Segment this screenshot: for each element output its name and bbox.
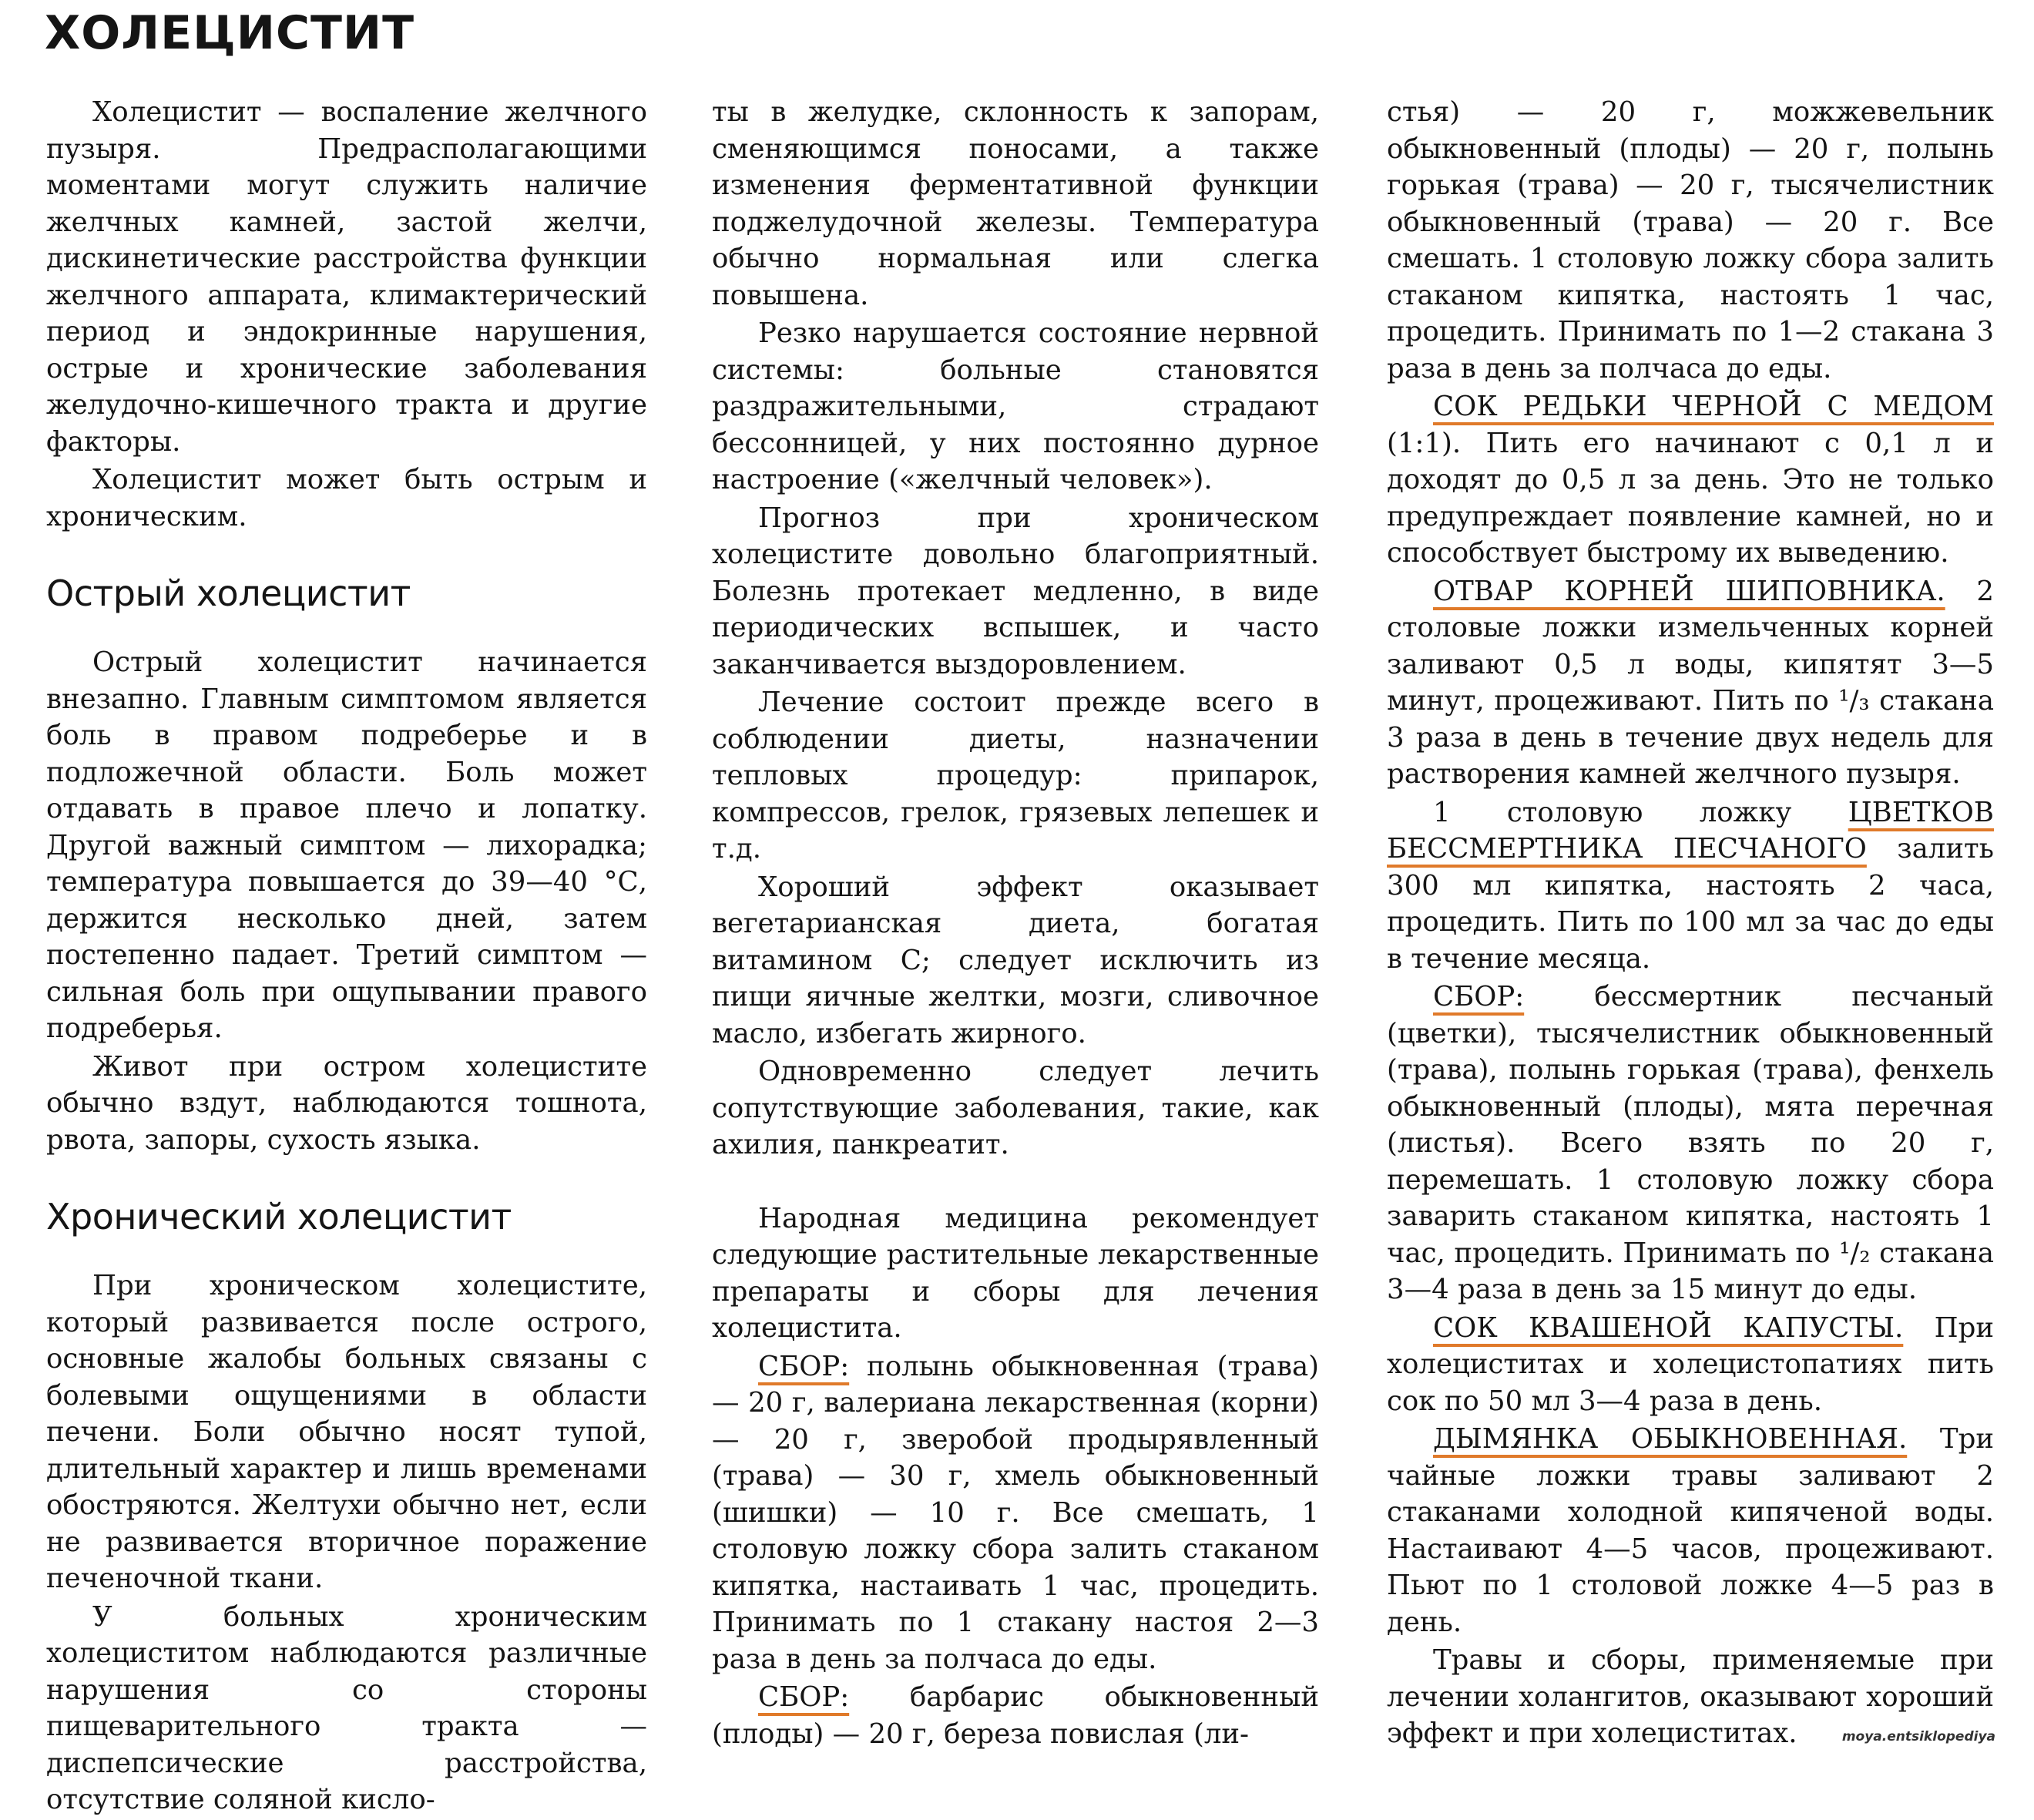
recipe-sbor-2-cont: стья) — 20 г, можжевельник обыкновенный (плоды) — 20 г, полынь горькая (трава) — 20 г, тысячелистник обыкновенный (трава) — 20 г. Все смешать. 1 столовую ложку сбора залить стаканом кипятка, настоять 1 час, процедить. Принимать по 1—2 стакана 3 раза в день за полчаса до еды.	[1387, 96, 1994, 384]
watermark: moya.entsiklopediya	[1841, 1729, 1995, 1744]
recipe-cabbage-label: СОК КВАШЕНОЙ КАПУСТЫ.	[1433, 1311, 1904, 1344]
paragraph-treatment: Лечение состоит прежде всего в соблюдении диеты, назначении тепловых процедур: припарок, компрессов, грелок, грязевых лепешек и т.д.	[712, 687, 1319, 865]
recipe-sbor-3-label: СБОР:	[1433, 981, 1525, 1012]
recipe-sbor-1	[712, 1348, 1319, 1678]
paragraph-forms: Холецистит может быть острым и хроническим.	[46, 464, 647, 532]
recipe-sbor-1-text: полынь обыкновенная (трава) — 20 г, валериана лекарственная (корни) — 20 г, зверобой продырявленный (трава) — 30 г, хмель обыкновенный (шишки) — 10 г. Все смешать, 1 столовую ложку сбора залить стаканом кипятка, настаивать 1 час, процедить. Принимать по 1 стакану настоя 2—3 раза в день за полчаса до еды.	[712, 1350, 1319, 1675]
recipe-fumitory	[1387, 1421, 1994, 1640]
recipe-cabbage	[1387, 1310, 1994, 1420]
recipe-rosehip	[1387, 573, 1994, 793]
recipe-rosehip-text: 2 столовые ложки измельченных корней заливают 0,5 л воды, кипятят 3—5 минут, процеживают. Пить по ¹/₃ стакана 3 раза в день в течение двух недель для растворения камней желчного пузыря.	[1387, 575, 1995, 790]
recipe-immortelle-pre: 1 столовую ложку	[1433, 796, 1848, 828]
recipe-radish-label: СОК РЕДЬКИ ЧЕРНОЙ С МЕДОМ	[1433, 391, 1994, 422]
paragraph-nervous: Резко нарушается состояние нервной системы: больные становятся раздражительными, страдают бессонницей, у них постоянно дурное настроение («желчный человек»).	[712, 317, 1319, 495]
paragraph-folk-medicine: Народная медицина рекомендует следующие растительные лекарственные препараты и сборы для лечения холецистита.	[712, 1202, 1319, 1344]
paragraph-prognosis: Прогноз при хроническом холецистите довольно благоприятный. Болезнь протекает медленно, в виде периодических вспышек, и часто заканчивается выздоровлением.	[712, 502, 1319, 680]
paragraph-cholangitis: Травы и сборы, применяемые при лечении холангитов, оказывают хороший эффект и при холециститах.	[1387, 1644, 1994, 1749]
paragraph-definition: Холецистит — воспаление желчного пузыря. Предрасполагающими моментами могут служить наличие желчных камней, застой желчи, дискинетические расстройства функции желчного аппарата, климактерический период и эндокринные нарушения, острые и хронические заболевания желудочно-кишечного тракта и другие факторы.	[46, 96, 647, 458]
heading-acute: Острый холецистит	[46, 573, 411, 614]
paragraph-acute-symptoms: Острый холецистит начинается внезапно. Главным симптомом является боль в правом подреберье и в подложечной области. Боль может отдавать в правое плечо и лопатку. Другой важный симптом — лихорадка; температура повышается до 39—40 °С, держится несколько дней, затем постепенно падает. Третий симптом — сильная боль при ощупывании правого подреберья.	[46, 646, 647, 1044]
column-3	[1387, 94, 1994, 1754]
paragraph-chronic-digestive: У больных хроническим холециститом наблюдаются различные нарушения со стороны пищеварительного тракта — диспепсические расстройства, отсутствие соляной кисло-	[46, 1600, 647, 1815]
recipe-radish-text: (1:1). Пить его начинают с 0,1 л и доходят до 0,5 л за день. Это не только предупреждает появление камней, но и способствует быстрому их выведению.	[1387, 427, 1994, 569]
recipe-sbor-3	[1387, 979, 1994, 1308]
recipe-sbor-2-text: барбарис обыкновенный (плоды) — 20 г, береза повислая (ли-	[712, 1681, 1319, 1750]
recipe-immortelle-label: ЦВЕТКОВ БЕССМЕРТНИКА ПЕСЧАНОГО	[1387, 796, 1994, 865]
column-2	[712, 94, 1319, 1754]
paragraph-diet: Хороший эффект оказывает вегетарианская диета, богатая витамином С; следует исключить из пищи яичные желтки, мозги, сливочное масло, избегать жирного.	[712, 871, 1319, 1049]
paragraph-digestive-cont: ты в желудке, склонность к запорам, сменяющимся поносами, а также изменения ферментативной функции поджелудочной железы. Температура обычно нормальная или слегка повышена.	[712, 96, 1319, 311]
recipe-radish	[1387, 388, 1994, 572]
paragraph-comorbid: Одновременно следует лечить сопутствующие заболевания, такие, как ахилия, панкреатит.	[712, 1056, 1319, 1160]
heading-chronic: Хронический холецистит	[46, 1196, 512, 1237]
recipe-sbor-2-label: СБОР:	[758, 1681, 850, 1713]
paragraph-acute-abdomen: Живот при остром холецистите обычно вздут, наблюдаются тошнота, рвота, запоры, сухость языка.	[46, 1050, 647, 1156]
recipe-immortelle-text: залить 300 мл кипятка, настоять 2 часа, процедить. Пить по 100 мл за час до еды в течение месяца.	[1387, 833, 1994, 975]
recipe-cabbage-text: При холециститах и холецистопатиях пить сок по 50 мл 3—4 раза в день.	[1387, 1311, 1994, 1417]
page-title: ХОЛЕЦИСТИТ	[45, 6, 415, 60]
recipe-fumitory-text: Три чайные ложки травы заливают 2 стаканами холодной кипяченой воды. Настаивают 4—5 часов, процеживают. Пьют по 1 столовой ложке 4—5 раз в день.	[1387, 1423, 1994, 1638]
recipe-sbor-2	[712, 1679, 1319, 1752]
recipe-sbor-1-label: СБОР:	[758, 1350, 850, 1382]
recipe-rosehip-label: ОТВАР КОРНЕЙ ШИПОВНИКА.	[1433, 575, 1945, 607]
column-1	[46, 94, 647, 1820]
section-gap	[712, 1165, 1319, 1200]
recipe-immortelle	[1387, 794, 1994, 978]
recipe-sbor-3-text: бессмертник песчаный (цветки), тысячелистник обыкновенный (трава), полынь горькая (трава), фенхель обыкновенный (плоды), мята перечная (листья). Всего взять по 20 г, перемешать. 1 столовую ложку сбора заварить стаканом кипятка, настоять 1 час, процедить. Принимать по ¹/₂ стакана 3—4 раза в день за 15 минут до еды.	[1387, 981, 1994, 1305]
recipe-fumitory-label: ДЫМЯНКА ОБЫКНОВЕННАЯ.	[1433, 1423, 1908, 1455]
paragraph-chronic-complaints: При хроническом холецистите, который развивается после острого, основные жалобы больных связаны с болевыми ощущениями в области печени. Боли обычно носят тупой, длительный характер и лишь временами обостряются. Желтухи обычно нет, если не развивается вторичное поражение печеночной ткани.	[46, 1270, 647, 1594]
